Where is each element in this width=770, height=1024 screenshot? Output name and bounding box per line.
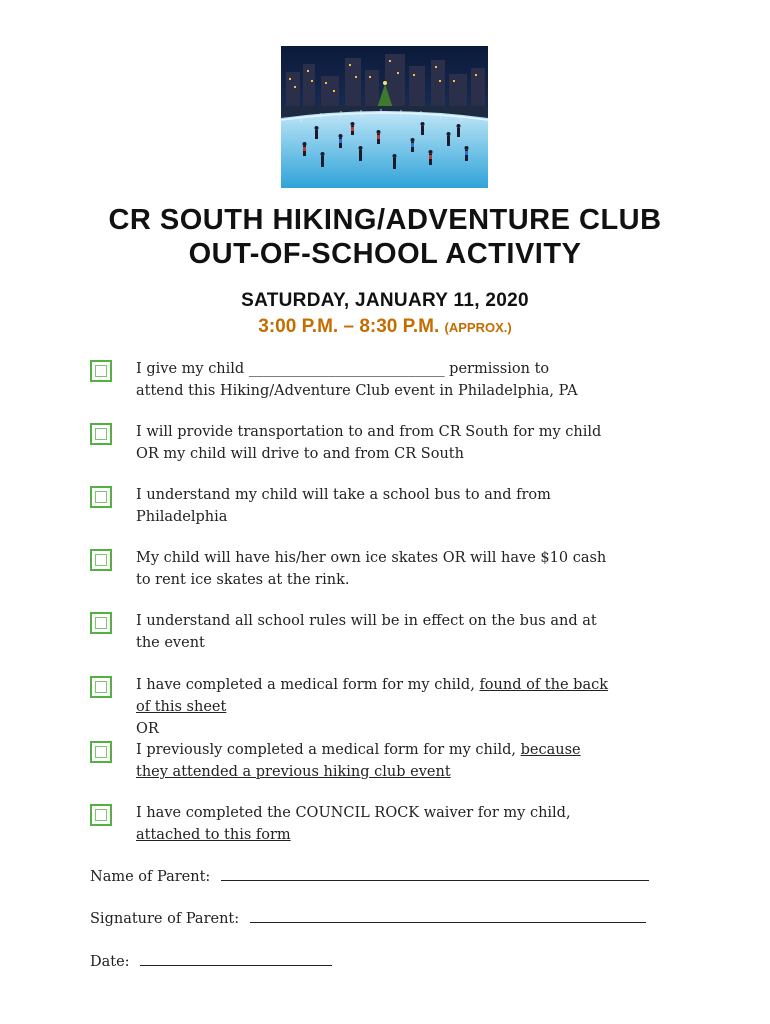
event-date: SATURDAY, JANUARY 11, 2020 [241, 290, 529, 311]
checkbox[interactable] [90, 423, 112, 445]
event-time-range: 3:00 P.M. – 8:30 P.M. [258, 316, 440, 337]
checkbox[interactable] [90, 612, 112, 634]
item-text: I understand all school rules will be in effect on the bus and at the event [136, 613, 597, 651]
checkbox[interactable] [90, 549, 112, 571]
item-text: I have completed the COUNCIL ROCK waiver for my child, attached to this form [136, 805, 571, 843]
item-text: I give my child ___________________________ permission to attend this Hiking/Adventure Club event in Philadelphia, PA [136, 361, 578, 399]
page-subtitle: OUT-OF-SCHOOL ACTIVITY [188, 238, 582, 270]
parent-name-field [90, 866, 649, 888]
parent-name-input[interactable] [221, 866, 649, 881]
header-illustration [281, 46, 488, 188]
item-text: I previously completed a medical form for my child, because they attended a previous hiking club event [136, 742, 581, 780]
checkbox[interactable] [90, 741, 112, 763]
checkbox[interactable] [90, 486, 112, 508]
date-input[interactable] [140, 951, 332, 966]
event-time [0, 316, 770, 338]
item-text: I have completed a medical form for my child, found of the back of this sheet OR [136, 677, 608, 737]
ice-skating-rink-illustration-icon [281, 46, 488, 188]
checkbox[interactable] [90, 676, 112, 698]
signature-field [90, 908, 646, 930]
event-time-note: (APPROX.) [444, 320, 512, 335]
item-text: I understand my child will take a school bus to and from Philadelphia [136, 487, 551, 525]
checkbox[interactable] [90, 360, 112, 382]
signature-input[interactable] [250, 908, 646, 923]
item-text: My child will have his/her own ice skates OR will have $10 cash to rent ice skates at the rink. [136, 550, 607, 588]
checkbox[interactable] [90, 804, 112, 826]
signature-label: Signature of Parent: [90, 911, 240, 927]
parent-name-label: Name of Parent: [90, 869, 211, 885]
item-text: I will provide transportation to and from CR South for my child OR my child will drive to and from CR South [136, 424, 602, 462]
date-label: Date: [90, 954, 130, 970]
page-title: CR SOUTH HIKING/ADVENTURE CLUB [108, 204, 662, 236]
date-field [90, 951, 332, 973]
